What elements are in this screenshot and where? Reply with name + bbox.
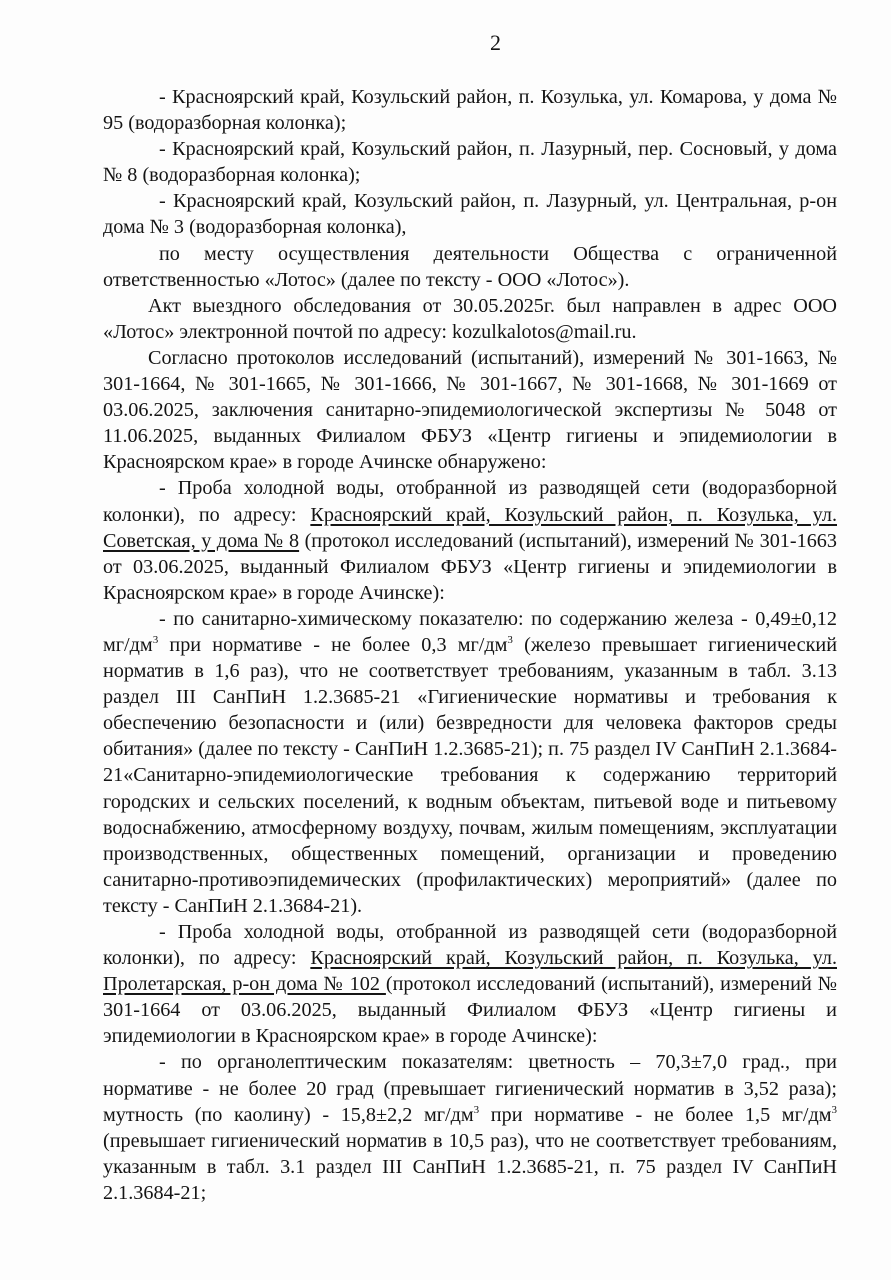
address-item-sosnovy: - Красноярский край, Козульский район, п. Лазурный, пер. Сосновый, у дома № 8 (водоразборная колонка); — [103, 138, 837, 187]
superscript: 3 — [831, 1103, 838, 1116]
paragraph-inspection-act: Акт выездного обследования от 30.05.2025г. был направлен в адрес ООО «Лотос» электронной почтой по адресу: kozulkalotos@mail.ru. — [103, 294, 837, 343]
iron-text-2: при нормативе - не более 0,3 мг/дм — [158, 633, 508, 656]
superscript: 3 — [473, 1103, 480, 1116]
sample-address-proletarskaya: Красноярский край, Козульский район, п. Козулька, ул. Пролетарская, р-он дома № 102 — [103, 947, 837, 996]
address-item-centralnaya: - Красноярский край, Козульский район, п. Лазурный, ул. Центральная, р-он дома № 3 (водоразборная колонка), — [103, 190, 837, 239]
page-number: 2 — [490, 30, 501, 55]
sample-address-sovetskaya: Красноярский край, Козульский район, п. Козулька, ул. Советская, у дома № 8 — [103, 503, 837, 552]
sample-intro-text: - Проба холодной воды, отобранной из разводящей сети (водоразборной колонки), по адресу: — [103, 477, 837, 526]
document-body — [103, 84, 837, 1206]
iron-text-1: - по санитарно-химическому показателю: по содержанию железа - 0,49±0,12 мг/дм — [103, 607, 837, 656]
organoleptic-text-2: при нормативе - не более 1,5 мг/дм — [479, 1103, 832, 1126]
address-item-komarova: - Красноярский край, Козульский район, п. Козулька, ул. Комарова, у дома № 95 (водоразборная колонка); — [103, 86, 837, 135]
organoleptic-text-3: (превышает гигиенический норматив в 10,5 раз), что не соответствует требованиям, указанным в табл. 3.1 раздел III СанПиН 1.2.3685-21, п. 75 раздел IV СанПиН 2.1.3684-21; — [103, 1129, 837, 1204]
paragraph-sample-proletarskaya — [103, 919, 837, 1049]
paragraph-protocols: Согласно протоколов исследований (испытаний), измерений № 301-1663, № 301-1664, № 301-1665, № 301-1666, № 301-1667, № 301-1668, № 301-1669 от 03.06.2025, заключения санитарно-эпидемиологической экспертизы № 5048 от 11.06.2025, выданных Филиалом ФБУЗ «Центр гигиены и эпидемиологии в Красноярском крае» в городе Ачинске обнаружено: — [103, 346, 837, 474]
sample-intro-text: - Проба холодной воды, отобранной из разводящей сети (водоразборной колонки), по адресу: — [103, 921, 837, 970]
iron-text-3: (железо превышает гигиенический норматив в 1,6 раз), что не соответствует требованиям, указанным в табл. 3.13 раздел III СанПиН 1.2.3685-21 «Гигиенические нормативы и требования к обеспечению безопасности и (или) безвредности для человека факторов среды обитания» (далее по тексту - СанПиН 1.2.3685-21); п. 75 раздел IV СанПиН 2.1.3684-21«Санитарно-эпидемиологические требования к содержанию территорий городских и сельских поселений, к водным объектам, питьевой воде и питьевому водоснабжению, атмосферному воздуху, почвам, жилым помещениям, эксплуатации производственных, общественных помещений, организации и проведению санитарно-противоэпидемических (профилактических) мероприятий» (далее по тексту - СанПиН 2.1.3684-21). — [103, 633, 838, 917]
superscript: 3 — [152, 633, 159, 646]
paragraph-organoleptic-finding — [103, 1049, 837, 1206]
paragraph-company-activity: по месту осуществления деятельности Общества с ограниченной ответственностью «Лотос» (далее по тексту - ООО «Лотос»). — [103, 242, 837, 291]
sample-protocol-text: (протокол исследований (испытаний), измерений № 301-1664 от 03.06.2025, выданный Филиалом ФБУЗ «Центр гигиены и эпидемиологии в Красноярском крае» в городе Ачинске): — [103, 973, 837, 1048]
paragraph-sample-sovetskaya — [103, 475, 837, 605]
superscript: 3 — [507, 633, 513, 646]
organoleptic-text-1: - по органолептическим показателям: цветность – 70,3±7,0 град., при нормативе - не более 20 град (превышает гигиенический норматив в 3,52 раза); мутность (по каолину) - 15,8±2,2 мг/дм — [103, 1051, 837, 1126]
paragraph-iron-finding — [103, 606, 837, 919]
sample-protocol-text: (протокол исследований (испытаний), измерений № 301-1663 от 03.06.2025, выданный Филиалом ФБУЗ «Центр гигиены и эпидемиологии в Красноярском крае» в городе Ачинске): — [103, 529, 837, 604]
